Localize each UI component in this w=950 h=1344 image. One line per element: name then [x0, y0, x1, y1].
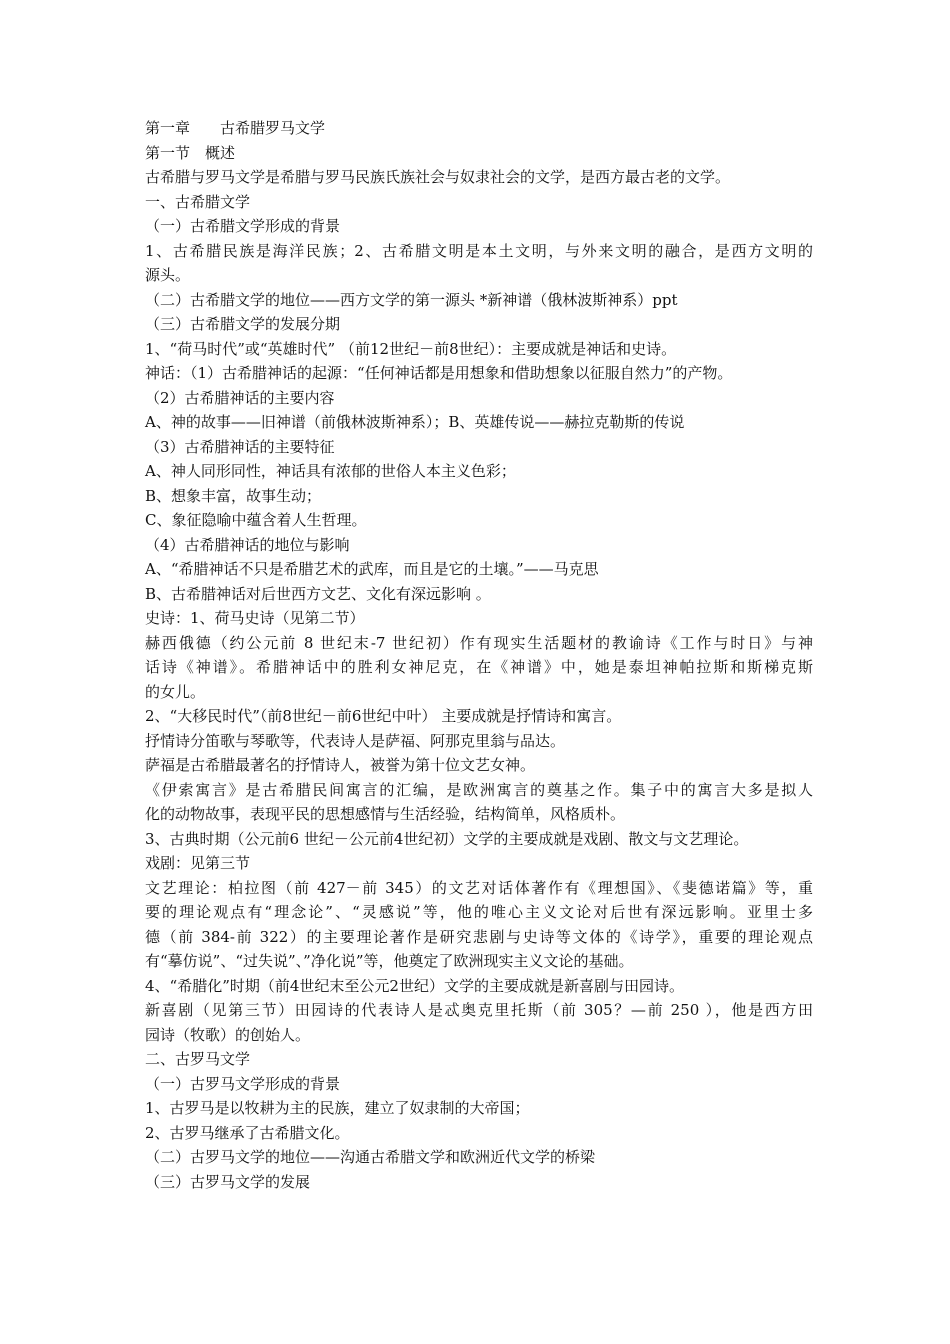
chapter-title: 第一章 古希腊罗马文学	[145, 119, 326, 137]
text-line: 要的理论观点有“理念论”、“灵感说”等，他的唯心主义文论对后世有深远影响。亚里士多	[145, 903, 813, 921]
subheading: （一）古希腊文学形成的背景	[145, 217, 341, 235]
text-line: 话诗《神谱》。希腊神话中的胜利女神尼克，在《神谱》中，她是泰坦神帕拉斯和斯梯克斯	[145, 658, 813, 676]
text-line: 新喜剧（见第三节）田园诗的代表诗人是忒奥克里托斯（前 305？—前 250 ），他是西方田	[145, 1001, 813, 1019]
text-line: 抒情诗分笛歌与琴歌等，代表诗人是萨福、阿那克里翁与品达。	[145, 731, 566, 750]
subheading: （2）古希腊神话的主要内容	[145, 388, 335, 407]
text-line: B、想象丰富，故事生动；	[145, 486, 322, 505]
text-line: A、神的故事——旧神谱（前俄林波斯神系）；B、英雄传说——赫拉克勒斯的传说	[145, 413, 685, 431]
subheading: （3）古希腊神话的主要特征	[145, 437, 335, 456]
text-line: A、神人同形同性，神话具有浓郁的世俗人本主义色彩；	[145, 462, 516, 480]
text-line: 戏剧：见第三节	[145, 854, 251, 872]
text-line: 古希腊与罗马文学是希腊与罗马民族氏族社会与奴隶社会的文学，是西方最古老的文学。	[145, 168, 731, 186]
section-title: 第一节 概述	[145, 143, 236, 162]
text-line: 2、“大移民时代”（前8世纪－前6世纪中叶） 主要成就是抒情诗和寓言。	[145, 707, 622, 725]
text-line: 2、古罗马继承了古希腊文化。	[145, 1123, 350, 1142]
text-line: 有“摹仿说”、“过失说”、”净化说”等，他奠定了欧洲现实主义文论的基础。	[145, 952, 634, 970]
text-line: 德（前 384-前 322）的主要理论著作是研究悲剧与史诗等文体的《诗学》，重要的理论观点	[145, 927, 813, 946]
text-line: 4、“希腊化”时期（前4世纪末至公元2世纪）文学的主要成就是新喜剧与田园诗。	[145, 976, 684, 995]
heading-roman-literature: 二、古罗马文学	[145, 1050, 251, 1068]
subheading: （三）古希腊文学的发展分期	[145, 315, 341, 333]
subheading: （二）古罗马文学的地位——沟通古希腊文学和欧洲近代文学的桥梁	[145, 1148, 596, 1166]
text-line: 1、古罗马是以牧耕为主的民族，建立了奴隶制的大帝国；	[145, 1099, 530, 1117]
text-line: 1、古希腊民族是海洋民族；2、古希腊文明是本土文明，与外来文明的融合，是西方文明的	[145, 241, 813, 260]
document-body	[145, 116, 813, 1194]
text-line: 的女儿。	[145, 682, 206, 701]
text-line: 史诗：1、荷马史诗（见第二节）	[145, 609, 365, 627]
text-line: 《伊索寓言》是古希腊民间寓言的汇编，是欧洲寓言的奠基之作。集子中的寓言大多是拟人	[145, 780, 813, 799]
text-line: 园诗（牧歌）的创始人。	[145, 1025, 311, 1044]
text-line: 化的动物故事，表现平民的思想感情与生活经验，结构简单，风格质朴。	[145, 805, 626, 823]
text-line: 文艺理论：柏拉图（前 427－前 345）的文艺对话体著作有《理想国》、《斐德诺篇》等，重	[145, 878, 813, 897]
subheading: （4）古希腊神话的地位与影响	[145, 535, 350, 554]
text-line: A、“希腊神话不只是希腊艺术的武库，而且是它的土壤。”——马克思	[145, 560, 599, 578]
text-line: 神话：（1）古希腊神话的起源：“任何神话都是用想象和借助想象以征服自然力”的产物。	[145, 364, 733, 382]
heading-greek-literature: 一、古希腊文学	[145, 192, 251, 211]
text-line: 3、古典时期（公元前6 世纪－公元前4世纪初）文学的主要成就是戏剧、散文与文艺理论。	[145, 829, 749, 848]
subheading: （三）古罗马文学的发展	[145, 1172, 311, 1191]
subheading-status: （二）古希腊文学的地位——西方文学的第一源头 *新神谱（俄林波斯神系）ppt	[145, 290, 678, 309]
text-line: 1、“荷马时代”或“英雄时代” （前12世纪－前8世纪）：主要成就是神话和史诗。	[145, 339, 677, 358]
text-line: C、象征隐喻中蕴含着人生哲理。	[145, 511, 367, 529]
text-line: 源头。	[145, 266, 191, 284]
subheading: （一）古罗马文学形成的背景	[145, 1074, 341, 1093]
text-line: B、古希腊神话对后世西方文艺、文化有深远影响 。	[145, 584, 491, 603]
text-line: 赫西俄德（约公元前 8 世纪末-7 世纪初）作有现实生活题材的教谕诗《工作与时日》与神	[145, 633, 813, 652]
text-line: 萨福是古希腊最著名的抒情诗人，被誉为第十位文艺女神。	[145, 756, 536, 774]
